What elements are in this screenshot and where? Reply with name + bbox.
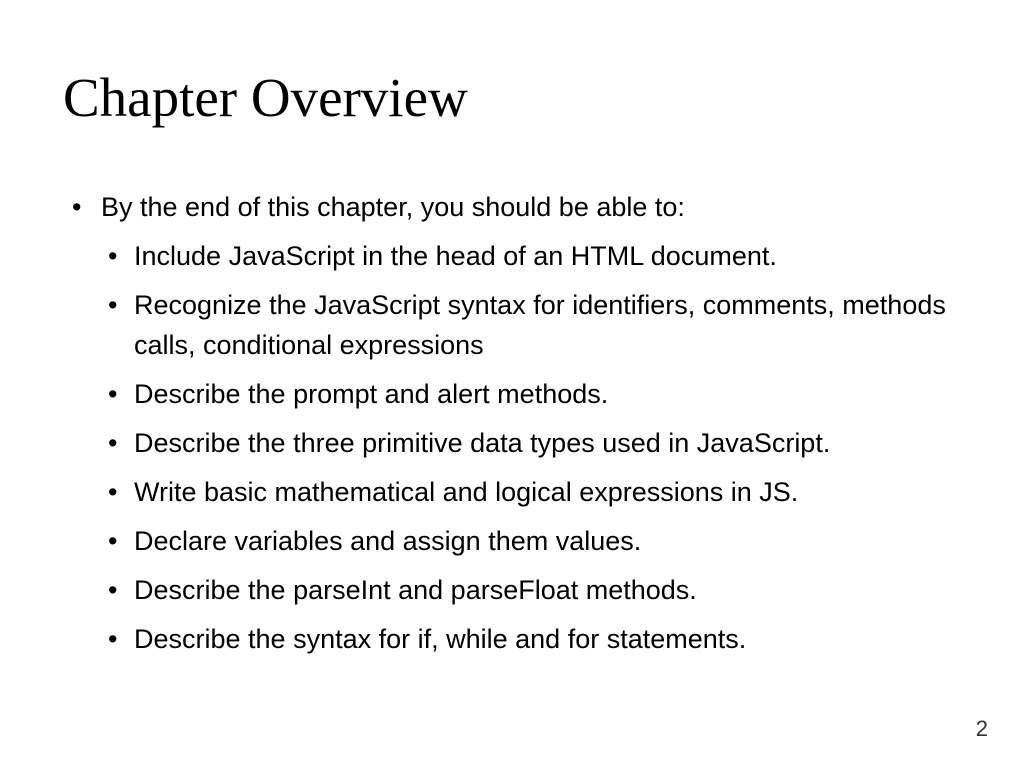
objective-item xyxy=(70,570,970,610)
objective-text: Include JavaScript in the head of an HTML document. xyxy=(134,241,777,271)
objective-text: Describe the parseInt and parseFloat methods. xyxy=(134,575,697,605)
bullet-dot-icon: • xyxy=(108,241,118,271)
objective-text: Recognize the JavaScript syntax for identifiers, comments, methods calls, conditional expressions xyxy=(134,290,946,360)
bullet-dot-icon: • xyxy=(72,192,82,222)
bullet-dot-icon: • xyxy=(108,526,118,556)
objective-item xyxy=(70,374,970,414)
bullet-dot-icon: • xyxy=(108,379,118,409)
bullet-dot-icon: • xyxy=(108,290,118,320)
objective-item xyxy=(70,521,970,561)
intro-bullet xyxy=(70,188,970,227)
objective-item xyxy=(70,236,970,276)
bullet-dot-icon: • xyxy=(108,575,118,605)
objective-text: Describe the three primitive data types used in JavaScript. xyxy=(134,428,831,458)
objective-text: Describe the syntax for if, while and for statements. xyxy=(134,624,747,654)
objective-text: Describe the prompt and alert methods. xyxy=(134,379,609,409)
objective-item xyxy=(70,423,970,463)
page-number: 2 xyxy=(975,716,988,741)
bullet-dot-icon: • xyxy=(108,624,118,654)
objective-text: Declare variables and assign them values. xyxy=(134,526,642,556)
slide-title: Chapter Overview xyxy=(63,67,468,128)
objective-item xyxy=(70,472,970,512)
objective-text: Write basic mathematical and logical expressions in JS. xyxy=(134,477,799,507)
objective-item xyxy=(70,619,970,659)
intro-text: By the end of this chapter, you should be able to: xyxy=(101,192,685,222)
bullet-dot-icon: • xyxy=(108,428,118,458)
objective-item xyxy=(70,285,970,365)
objectives-list xyxy=(70,236,970,659)
slide-content xyxy=(70,188,970,668)
bullet-dot-icon: • xyxy=(108,477,118,507)
